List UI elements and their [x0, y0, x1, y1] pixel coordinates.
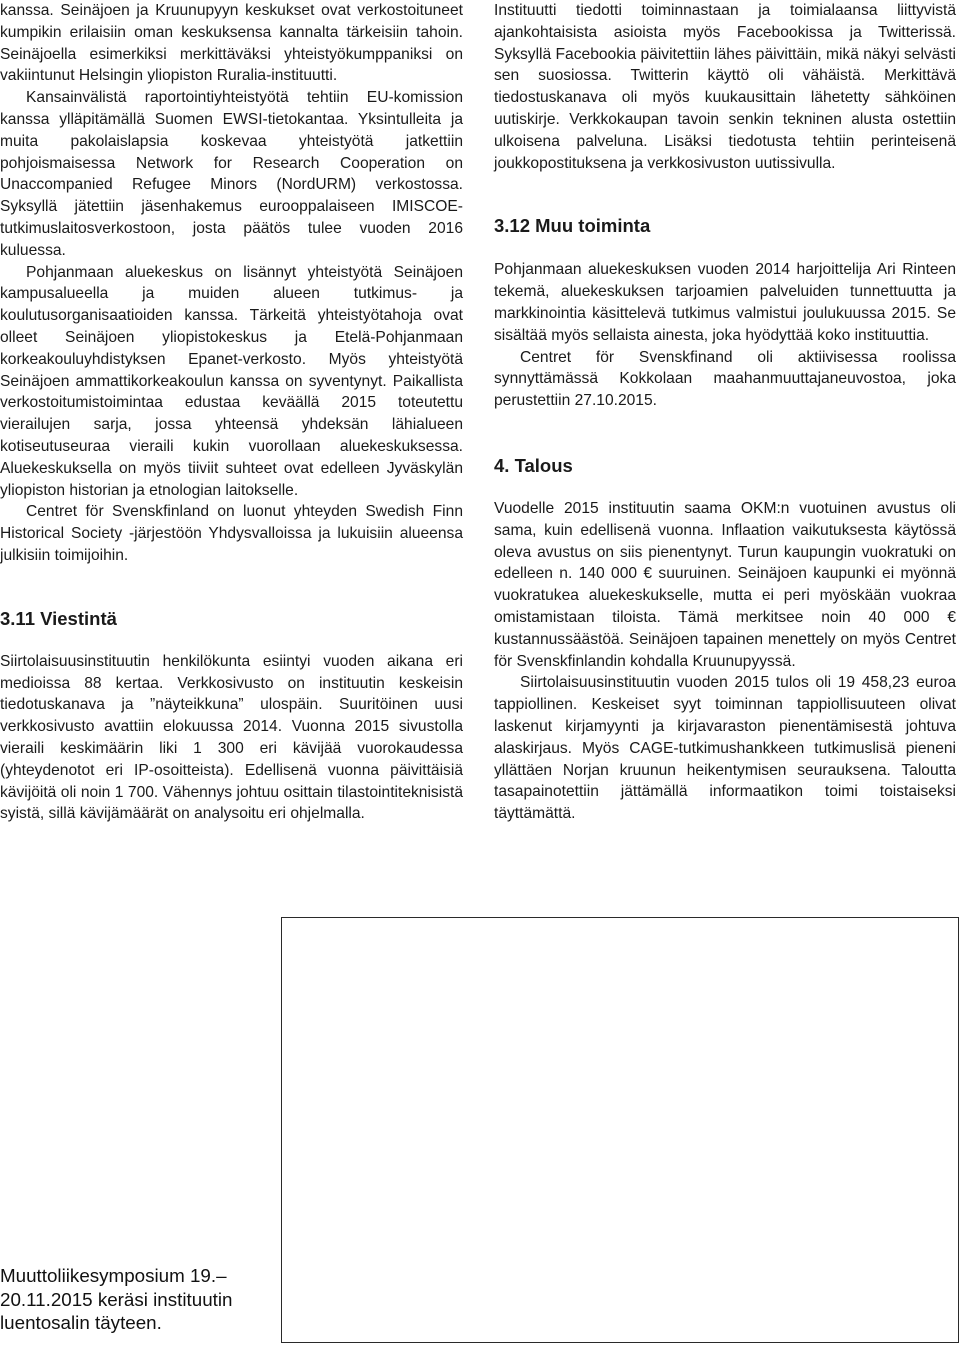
paragraph-funding: Vuodelle 2015 instituutin saama OKM:n vuotuinen avustus oli sama, kuin edellisenä vuonna. Inflaation vaikutuksesta käytössä oleva avustus on siis pienentynyt. Turun kaupungin vuokratuki on edelleen n. 140 000 € suuruinen. Seinäjoen kaupunki ei myönnä vuokratukea aluekeskukselle, mutta ei peri myöskään vuokraa omistamistaan tiloista. Tämä merkitsee noin 40 000 € kustannussäästöä. Seinäjoen tapainen menettely on myös Centret för Svenskfinlandin kohdalla Kruunupyyssä. — [494, 499, 956, 670]
paragraph-svenskfinland-connections: Centret för Svenskfinland on luonut yhteyden Swedish Finn Historical Society -järjestöön Yhdysvalloissa ja lukuisiin alueensa julkisiin toimijoihin. — [0, 503, 463, 564]
paragraph-media-and-website: Siirtolaisuusinstituutin henkilökunta esiintyi vuoden aikana eri medioissa 88 kertaa. Verkkosivusto on instituutin keskeisin tiedotuskanava ja ”näyteikkuna” ulospäin. Suuritöinen uusi verkkosivusto avattiin elokuussa 2014. Vuonna 2015 sivustolla vieraili keskimäärin liki 1 300 eri kävijää vuorokaudessa (yhteydenotot eri IP-osoitteista). Edellisenä vuonna päivittäisiä kävijöitä oli noin 1 700. Vähennys johtuu osittain tilastointiteknisistä syistä, sillä kävijämäärät on analysoitu eri ohjelmalla. — [0, 652, 463, 823]
left-column — [0, 0, 463, 825]
section-heading-other-activities: 3.12 Muu toiminta — [494, 215, 651, 237]
paragraph-international-reporting: Kansainvälistä raportointiyhteistyötä tehtiin EU-komission kanssa ylläpitämällä Suomen EWSI-tietokantaa. Yksintulleita ja muita pakolaislapsia koskevaa yhteistyötä jatkettiin pohjoismaisessa Network for Research Cooperation on Unaccompanied Refugee Minors (NordURM) verkostossa. Syksyllä jätettiin jäsenhakemus eurooppalaiseen IMISCOE-tutkimuslaitosverkostoon, josta päätös tulee vuoden 2016 kuluessa. — [0, 89, 463, 259]
section-heading-finances: 4. Talous — [494, 454, 573, 476]
paragraph-intern-study: Pohjanmaan aluekeskuksen vuoden 2014 harjoittelija Ari Rinteen tekemä, aluekeskuksen tarjoamien palveluiden tunnettuutta ja markkinointia käsittelevä tutkimus valmistui joulukuussa 2015. Se sisältää myös sellaista ainesta, joka hyödyttää koko instituuttia. — [494, 261, 956, 344]
right-column — [494, 0, 956, 825]
paragraph-immigrant-council: Centret för Svenskfinand oli aktiivisessa roolissa synnyttämässä Kokkolaan maahanmuuttajaneuvostoa, joka perustettiin 27.10.2015. — [494, 348, 956, 410]
paragraph-network-cooperation: kanssa. Seinäjoen ja Kruunupyyn keskukset ovat verkostoituneet kumpikin erilaisiin oman keskuksensa kannalta tärkeisiin tahoin. Seinäjoella esimerkiksi merkittäväksi yhteistyökumppaniksi on vakiintunut Helsingin yliopiston Ruralia-instituutti. — [0, 2, 463, 85]
paragraph-social-media: Instituutti tiedotti toiminnastaan ja toimialaansa liittyvistä ajankohtaisista asioista myös Facebookissa ja Twitterissä. Syksyllä Facebookia päivitettiin lähes päivittäin, mikä näkyi selvästi sen suosiossa. Twitterin käyttö oli vähäistä. Merkittävä tiedostuskanava oli myös kuukausittain lähetetty sähköinen uutiskirje. Verkkokaupan tavoin senkin tekninen alusta ostettiin ulkoisena palveluna. Lisäksi tiedotusta tehtiin perinteisenä joukkopostituksena ja verkkosivuston uutissivulla. — [494, 2, 956, 172]
section-heading-communications: 3.11 Viestintä — [0, 607, 117, 629]
paragraph-financial-result: Siirtolaisuusinstituutin vuoden 2015 tulos oli 19 458,23 euroa tappiollinen. Keskeiset syyt toiminnan tappiollisuuteen olivat laskenut kirjamyynti ja kirjavaraston pienentämisestä johtuva alaskirjaus. Myös CAGE-tutkimushankkeen tutkimuslisä pieneni yllättäen Norjan kruunun heikentymisen seurauksena. Taloutta tasapainotettiin jättämällä informaatikon toimi toistaiseksi täyttämättä. — [494, 674, 956, 823]
photo-caption: Muuttoliikesymposium 19.–20.11.2015 keräsi instituutin luentosalin täyteen. — [0, 1265, 233, 1334]
paragraph-regional-centre-cooperation: Pohjanmaan aluekeskus on lisännyt yhteistyötä Seinäjoen kampusalueella ja muiden alueen tutkimus- ja koulutusorganisaatioiden kanssa. Tärkeitä yhteistyötahoja ovat olleet Seinäjoen yliopistokeskus ja Etelä-Pohjanmaan korkeakouluyhdistyksen Epanet-verkosto. Myös yhteistyötä Seinäjoen ammattikorkeakoulun kanssa on syventynyt. Paikallista verkostoitumistoimintaa edustaa keväällä 2015 toteutettu vierailujen sarja, jossa yhteensä yhdeksän lähialueen kotiseutuseuraa vieraili kukin vuorollaan aluekeskuksessa. Aluekeskuksella on myös tiiviit suhteet ovat edelleen Jyväskylän yliopiston historian ja etnologian laitokselle. — [0, 263, 463, 499]
photo-placeholder-frame — [281, 917, 959, 1343]
